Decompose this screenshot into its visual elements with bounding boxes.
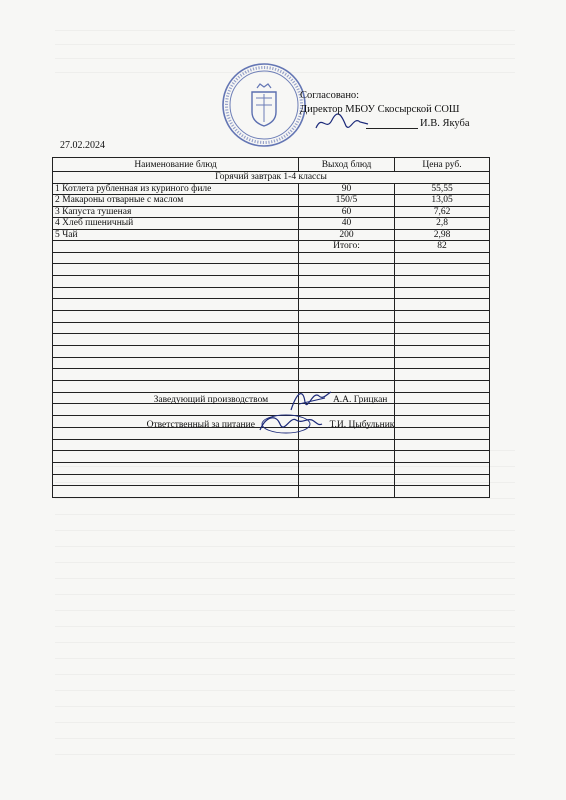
dish-name: 2 Макароны отварные с маслом [53,195,299,207]
section-title: Горячий завтрак 1-4 классы [53,172,490,184]
approval-block [300,89,470,131]
dish-yield: 60 [299,206,395,218]
dish-name: 3 Капуста тушеная [53,206,299,218]
empty-row [53,357,490,369]
empty-row [53,346,490,358]
empty-row [53,474,490,486]
empty-row [53,322,490,334]
empty-row [53,451,490,463]
total-value: 82 [395,241,490,253]
document-date: 27.02.2024 [60,140,105,151]
total-row [53,241,490,253]
header-yield: Выход блюд [299,158,395,172]
empty-row [53,334,490,346]
total-label: Итого: [299,241,395,253]
production-head-title: Заведующий производством [153,395,269,405]
dish-yield: 150/5 [299,195,395,207]
table-header-row [53,158,490,172]
dish-yield: 40 [299,218,395,230]
empty-row [53,310,490,322]
header-dish-name: Наименование блюд [53,158,299,172]
empty-row [53,252,490,264]
dish-yield: 200 [299,229,395,241]
production-head-line [52,395,489,405]
approval-signature-line [300,117,470,131]
catering-name: Т.И. Цыбульник [329,420,395,430]
section-row [53,172,490,184]
empty-row [53,275,490,287]
catering-title: Ответственный за питание [146,420,255,430]
empty-row [53,381,490,393]
approval-name: И.В. Якуба [420,118,470,129]
dish-price: 7,62 [395,206,490,218]
dish-name: 1 Котлета рубленная из куриного филе [53,183,299,195]
empty-row [53,299,490,311]
dish-price: 2,8 [395,218,490,230]
table-row [53,206,490,218]
approval-position: Директор МБОУ Скосырской СОШ [300,104,460,115]
dish-price: 55,55 [395,183,490,195]
dish-price: 13,05 [395,195,490,207]
dish-yield: 90 [299,183,395,195]
catering-signature [256,410,326,438]
dish-name: 4 Хлеб пшеничный [53,218,299,230]
header-price: Цена руб. [395,158,490,172]
table-row [53,229,490,241]
table-row [53,183,490,195]
empty-row [53,486,490,498]
empty-row [53,439,490,451]
empty-row [53,287,490,299]
empty-row [53,462,490,474]
official-seal [221,62,307,148]
empty-row [53,264,490,276]
dish-name: 5 Чай [53,229,299,241]
approval-agreed-label: Согласовано: [300,90,360,101]
table-row [53,195,490,207]
table-row [53,218,490,230]
production-head-name: А.А. Грицкан [332,395,388,405]
empty-row [53,369,490,381]
dish-price: 2,98 [395,229,490,241]
menu-table [52,157,490,498]
